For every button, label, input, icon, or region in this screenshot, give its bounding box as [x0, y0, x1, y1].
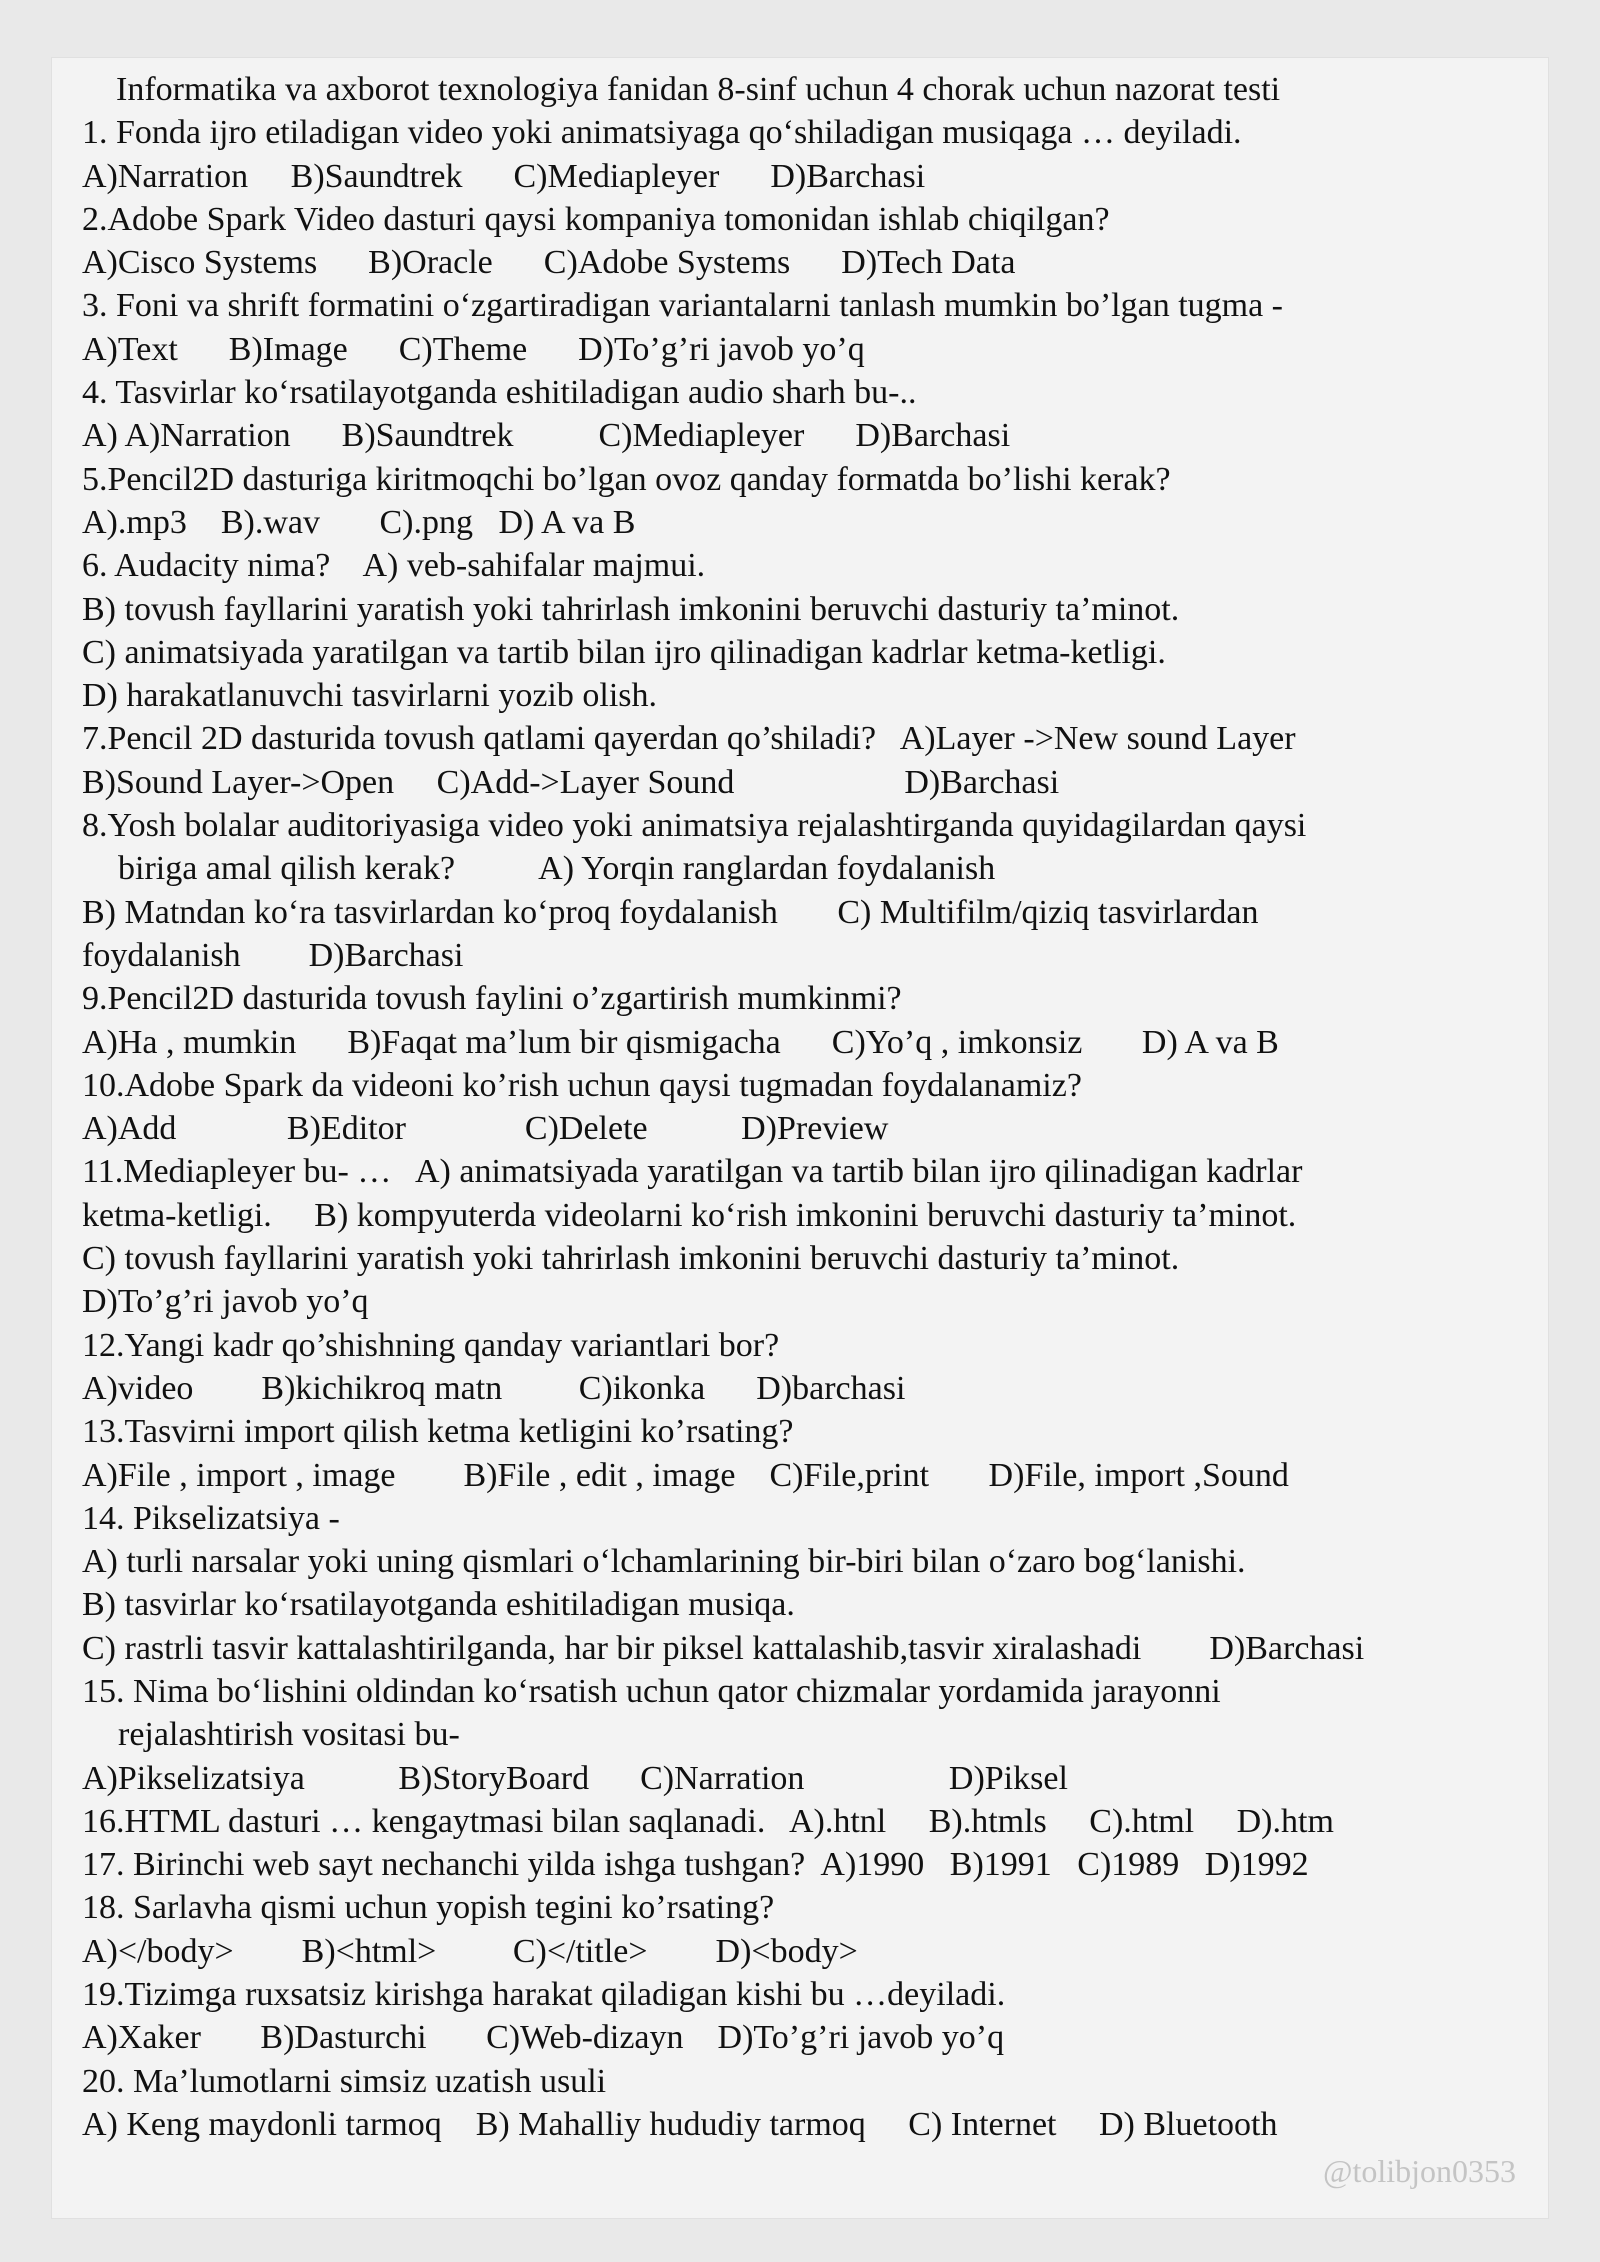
- answer-14c: C) rastrli tasvir kattalashtirilganda, har bir piksel kattalashib,tasvir xiralashadi D)Barchasi: [82, 1629, 1365, 1667]
- answers-11-b: ketma-ketligi. B) kompyuterda videolarni ko‘rish imkonini beruvchi dasturiy ta’minot.: [82, 1196, 1297, 1234]
- answers-7: B)Sound Layer->Open C)Add->Layer Sound D)Barchasi: [82, 763, 1060, 801]
- question-4: 4. Tasvirlar ko‘rsatilayotganda eshitiladigan audio sharh bu-..: [82, 374, 917, 412]
- question-15: 15. Nima bo‘lishini oldindan ko‘rsatish uchun qator chizmalar yordamida jarayonni: [82, 1672, 1221, 1710]
- question-13: 13.Tasvirni import qilish ketma ketligini ko’rsating?: [82, 1413, 794, 1451]
- question-8: 8.Yosh bolalar auditoriyasiga video yoki animatsiya rejalashtirganda quyidagilardan qaysi: [82, 807, 1307, 845]
- question-9: 9.Pencil2D dasturida tovush faylini o’zgartirish mumkinmi?: [82, 980, 902, 1018]
- question-1: 1. Fonda ijro etiladigan video yoki animatsiyaga qo‘shiladigan musiqaga … deyiladi.: [82, 114, 1242, 152]
- answers-2: A)Cisco Systems B)Oracle C)Adobe Systems D)Tech Data: [82, 244, 1016, 282]
- answers-12: A)video B)kichikroq matn C)ikonka D)barchasi: [82, 1369, 906, 1407]
- answer-6b: B) tovush fayllarini yaratish yoki tahrirlash imkonini beruvchi dasturiy ta’minot.: [82, 590, 1180, 628]
- answers-9: A)Ha , mumkin B)Faqat ma’lum bir qismigacha C)Yo’q , imkonsiz D) A va B: [82, 1023, 1279, 1061]
- answers-8-cont: foydalanish D)Barchasi: [82, 936, 464, 974]
- answer-14b: B) tasvirlar ko‘rsatilayotganda eshitiladigan musiqa.: [82, 1586, 795, 1624]
- answers-1: A)Narration B)Saundtrek C)Mediapleyer D)Barchasi: [82, 157, 926, 195]
- question-19: 19.Tizimga ruxsatsiz kirishga harakat qiladigan kishi bu …deyiladi.: [82, 1976, 1006, 2014]
- question-17: 17. Birinchi web sayt nechanchi yilda ishga tushgan? A)1990 B)1991 C)1989 D)1992: [82, 1846, 1309, 1884]
- answers-18: A)</body> B)<html> C)</title> D)<body>: [82, 1932, 858, 1970]
- question-15-cont: rejalashtirish vositasi bu-: [118, 1716, 460, 1754]
- question-7: 7.Pencil 2D dasturida tovush qatlami qayerdan qo’shiladi? A)Layer ->New sound Layer: [82, 720, 1296, 758]
- answers-10: A)Add B)Editor C)Delete D)Preview: [82, 1110, 889, 1148]
- question-11: 11.Mediapleyer bu- … A) animatsiyada yaratilgan va tartib bilan ijro qilinadigan kadrlar: [82, 1153, 1303, 1191]
- answers-3: A)Text B)Image C)Theme D)To’g’ri javob yo’q: [82, 330, 865, 368]
- answer-11-c: C) tovush fayllarini yaratish yoki tahrirlash imkonini beruvchi dasturiy ta’minot.: [82, 1240, 1180, 1278]
- answer-14a: A) turli narsalar yoki uning qismlari o‘lchamlarining bir-biri bilan o‘zaro bog‘lanishi.: [82, 1543, 1246, 1581]
- question-2: 2.Adobe Spark Video dasturi qaysi kompaniya tomonidan ishlab chiqilgan?: [82, 200, 1110, 238]
- answers-20: A) Keng maydonli tarmoq B) Mahalliy hududiy tarmoq C) Internet D) Bluetooth: [82, 2105, 1278, 2143]
- question-18: 18. Sarlavha qismi uchun yopish tegini ko’rsating?: [82, 1889, 775, 1927]
- question-3: 3. Foni va shrift formatini o‘zgartiradigan variantalarni tanlash mumkin bo’lgan tugma -: [82, 287, 1284, 325]
- answers-5: A).mp3 B).wav C).png D) A va B: [82, 503, 636, 541]
- test-text: [82, 68, 1542, 2146]
- question-12: 12.Yangi kadr qo’shishning qanday variantlari bor?: [82, 1326, 780, 1364]
- answer-11-d: D)To’g’ri javob yo’q: [82, 1283, 369, 1321]
- answers-4: A) A)Narration B)Saundtrek C)Mediapleyer D)Barchasi: [82, 417, 1011, 455]
- question-8-cont: biriga amal qilish kerak? A) Yorqin ranglardan foydalanish: [118, 850, 996, 888]
- test-title: Informatika va axborot texnologiya fanidan 8-sinf uchun 4 chorak uchun nazorat testi: [116, 71, 1281, 108]
- answer-6c: C) animatsiyada yaratilgan va tartib bilan ijro qilinadigan kadrlar ketma-ketligi.: [82, 633, 1166, 671]
- answer-6d: D) harakatlanuvchi tasvirlarni yozib olish.: [82, 677, 657, 715]
- answers-13: A)File , import , image B)File , edit , image C)File,print D)File, import ,Sound: [82, 1456, 1289, 1494]
- question-14: 14. Pikselizatsiya -: [82, 1499, 340, 1537]
- question-6: 6. Audacity nima? A) veb-sahifalar majmui.: [82, 547, 706, 585]
- answers-19: A)Xaker B)Dasturchi C)Web-dizayn D)To’g’ri javob yo’q: [82, 2019, 1005, 2057]
- question-5: 5.Pencil2D dasturiga kiritmoqchi bo’lgan ovoz qanday formatda bo’lishi kerak?: [82, 460, 1171, 498]
- answers-15: A)Pikselizatsiya B)StoryBoard C)Narration D)Piksel: [82, 1759, 1068, 1797]
- question-20: 20. Ma’lumotlarni simsiz uzatish usuli: [82, 2062, 607, 2100]
- answers-8: B) Matndan ko‘ra tasvirlardan ko‘proq foydalanish C) Multifilm/qiziq tasvirlardan: [82, 893, 1259, 931]
- question-16: 16.HTML dasturi … kengaytmasi bilan saqlanadi. A).htnl B).htmls C).html D).htm: [82, 1802, 1334, 1840]
- question-10: 10.Adobe Spark da videoni ko’rish uchun qaysi tugmadan foydalanamiz?: [82, 1066, 1082, 1104]
- watermark: @tolibjon0353: [1322, 2153, 1516, 2189]
